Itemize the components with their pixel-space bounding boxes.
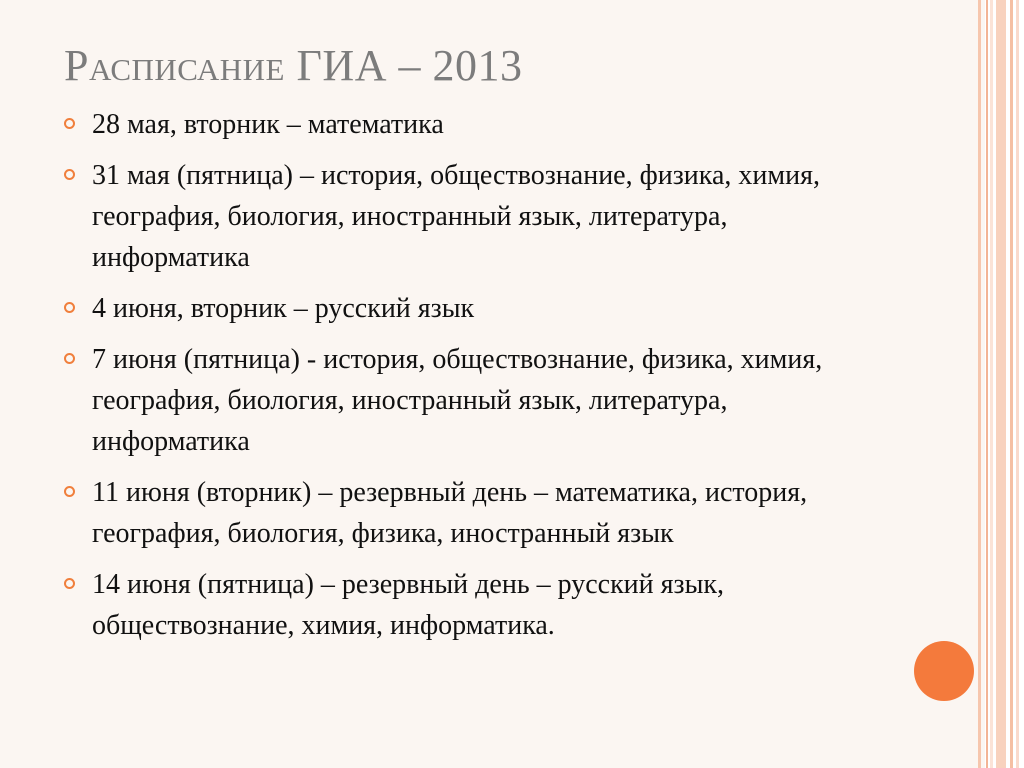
decorative-stripe xyxy=(986,0,988,768)
bullet-list xyxy=(64,104,884,656)
decorative-circle-icon xyxy=(914,641,974,701)
bullet-icon xyxy=(64,169,75,180)
list-item-text: 28 мая, вторник – математика xyxy=(92,109,444,140)
list-item-text: 7 июня (пятница) - история, обществознание, физика, химия, география, биология, иностранный язык, литература, информатика xyxy=(92,344,823,457)
list-item-text: 11 июня (вторник) – резервный день – математика, история, география, биология, физика, иностранный язык xyxy=(92,477,808,549)
list-item xyxy=(64,104,884,145)
list-item xyxy=(64,339,884,462)
bullet-icon xyxy=(64,302,75,313)
list-item xyxy=(64,288,884,329)
list-item xyxy=(64,564,884,646)
slide-title: Расписание ГИА – 2013 xyxy=(64,41,523,90)
bullet-icon xyxy=(64,486,75,497)
decorative-stripe xyxy=(1010,0,1013,768)
decorative-stripe xyxy=(1016,0,1019,768)
bullet-icon xyxy=(64,353,75,364)
list-item xyxy=(64,472,884,554)
list-item xyxy=(64,155,884,278)
bullet-icon xyxy=(64,578,75,589)
decorative-stripe xyxy=(978,0,981,768)
list-item-text: 31 мая (пятница) – история, обществознание, физика, химия, география, биология, иностранный язык, литература, информатика xyxy=(92,160,820,273)
decorative-stripe xyxy=(996,0,1006,768)
list-item-text: 4 июня, вторник – русский язык xyxy=(92,293,475,324)
bullet-icon xyxy=(64,118,75,129)
list-item-text: 14 июня (пятница) – резервный день – русский язык, обществознание, химия, информатика. xyxy=(92,569,724,641)
decorative-stripe xyxy=(990,0,993,768)
